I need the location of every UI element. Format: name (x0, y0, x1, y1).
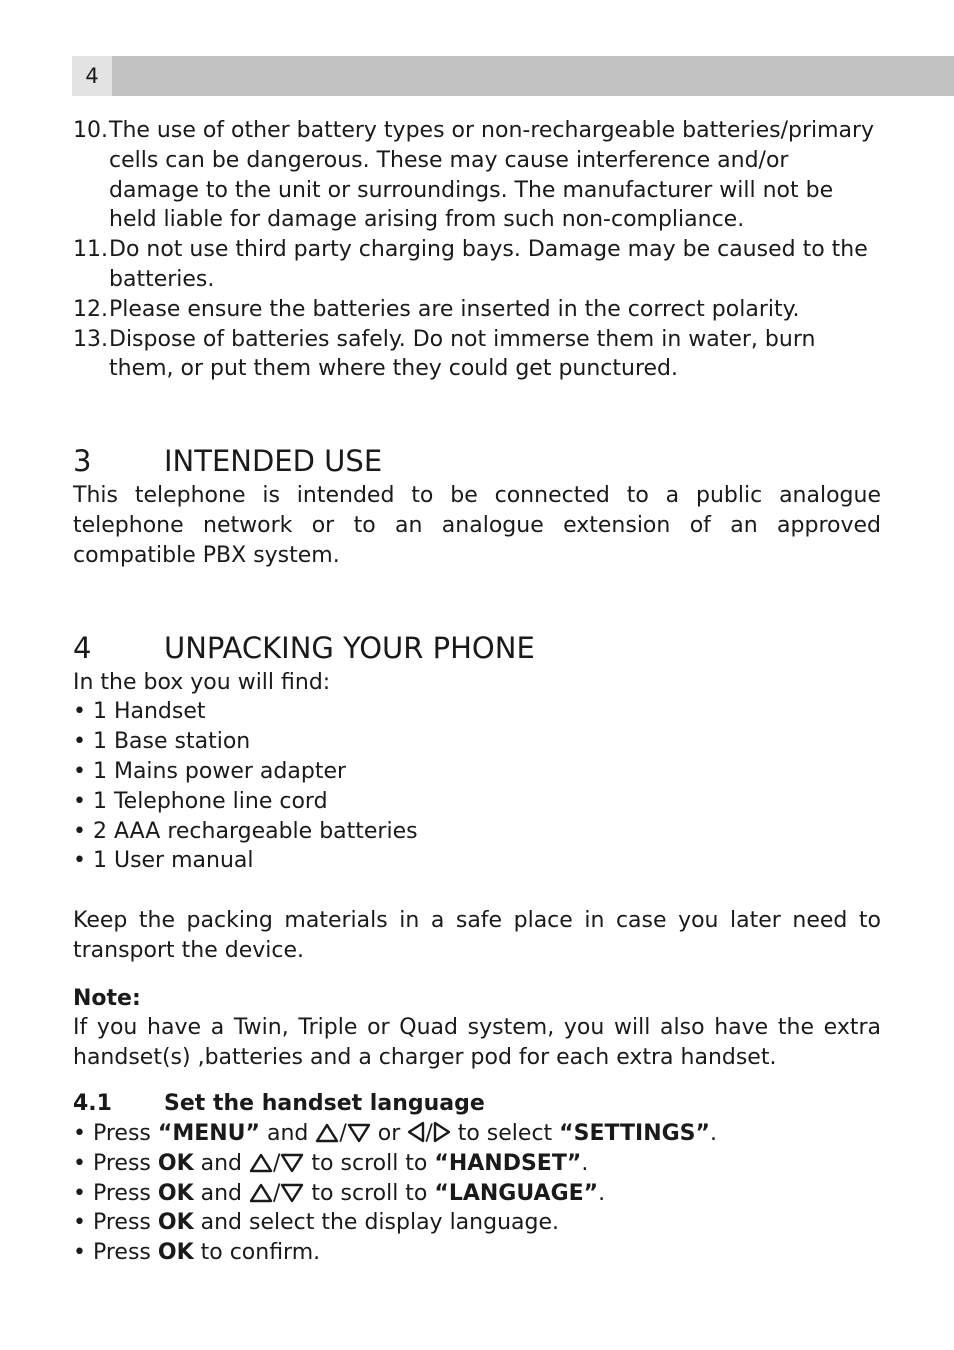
list-item: • 1 Telephone line cord (73, 788, 328, 814)
step-text: / (339, 1120, 347, 1146)
step-text: . (598, 1180, 606, 1206)
list-item (73, 325, 881, 385)
step-text: • Press (73, 1150, 158, 1176)
step-text: . (709, 1120, 717, 1146)
packing-paragraph: Keep the packing materials in a safe place in case you later need to transport the device. (73, 907, 881, 963)
down-triangle-icon (280, 1153, 304, 1173)
key-label: OK (157, 1210, 194, 1236)
step-line (73, 1119, 881, 1149)
list-item: • 1 Handset (73, 699, 206, 725)
box-contents-list (73, 697, 881, 876)
list-item (73, 116, 881, 235)
section-3-heading (73, 441, 881, 481)
item-number: 13. (73, 326, 108, 352)
key-label: OK (157, 1180, 194, 1206)
step-line (73, 1208, 881, 1238)
intended-use-paragraph: This telephone is intended to be connected to a public analogue telephone network or to an analogue extension of an approved compatible PBX system. (73, 483, 881, 568)
key-label: “SETTINGS” (559, 1120, 710, 1146)
key-label: “LANGUAGE” (434, 1180, 599, 1206)
item-number: 11. (73, 237, 108, 263)
language-steps (73, 1119, 881, 1268)
note-title: Note: (73, 985, 141, 1011)
left-triangle-icon (407, 1121, 425, 1143)
step-text: and select the display language. (193, 1210, 559, 1236)
subsection-number: 4.1 (73, 1090, 112, 1116)
step-text: to scroll to (304, 1180, 435, 1206)
note-paragraph: If you have a Twin, Triple or Quad system, you will also have the extra handset(s) ,batteries and a charger pod for each extra handset. (73, 1015, 881, 1071)
item-text: The use of other battery types or non-rechargeable batteries/primary cells can be dangerous. These may cause interference and/or damage to the unit or surroundings. The manufacturer will not be held liable for damage arising from such non-compliance. (109, 118, 875, 233)
list-item (73, 295, 881, 325)
step-line (73, 1179, 881, 1209)
list-item: • 1 Base station (73, 729, 251, 755)
step-text: . (581, 1150, 589, 1176)
down-triangle-icon (347, 1123, 371, 1143)
step-text: and (193, 1150, 250, 1176)
up-triangle-icon (249, 1153, 273, 1173)
step-text: and (193, 1180, 250, 1206)
up-triangle-icon (315, 1123, 339, 1143)
section-number: 4 (73, 630, 92, 665)
item-number: 10. (73, 118, 108, 143)
item-text: Dispose of batteries safely. Do not immerse them in water, burn them, or put them where they could get punctured. (109, 326, 816, 382)
step-text: or (370, 1120, 408, 1146)
step-text: / (273, 1150, 281, 1176)
item-text: Do not use third party charging bays. Damage may be caused to the batteries. (109, 237, 868, 292)
step-text: to scroll to (304, 1150, 435, 1176)
step-text: to confirm. (193, 1240, 321, 1266)
battery-safety-list (73, 116, 881, 384)
step-text: • Press (73, 1120, 158, 1146)
section-title: UNPACKING YOUR PHONE (164, 630, 535, 665)
right-triangle-icon (433, 1121, 451, 1143)
step-text: to select (450, 1120, 560, 1146)
step-text: / (425, 1120, 433, 1146)
subsection-title: Set the handset language (164, 1090, 485, 1116)
key-label: “MENU” (157, 1120, 260, 1146)
step-text: • Press (73, 1180, 158, 1206)
list-item: • 2 AAA rechargeable batteries (73, 818, 418, 844)
page-content (73, 116, 881, 1268)
page-number: 4 (72, 56, 112, 96)
item-number: 12. (73, 296, 108, 322)
section-number: 3 (73, 444, 92, 479)
list-item (73, 235, 881, 295)
section-4-1-heading (73, 1089, 881, 1119)
step-line (73, 1149, 881, 1179)
section-4-heading (73, 628, 881, 668)
step-text: / (273, 1180, 281, 1206)
key-label: “HANDSET” (434, 1150, 582, 1176)
list-item: • 1 Mains power adapter (73, 758, 347, 784)
box-contents-intro: In the box you will find: (73, 669, 331, 695)
step-text: • Press (73, 1240, 158, 1266)
section-title: INTENDED USE (164, 444, 383, 479)
step-text: and (260, 1120, 316, 1146)
down-triangle-icon (280, 1183, 304, 1203)
list-item: • 1 User manual (73, 848, 254, 874)
page-header-bar (72, 56, 954, 96)
step-text: • Press (73, 1210, 158, 1236)
step-line (73, 1238, 881, 1268)
key-label: OK (157, 1240, 194, 1266)
up-triangle-icon (249, 1183, 273, 1203)
key-label: OK (157, 1150, 194, 1176)
item-text: Please ensure the batteries are inserted in the correct polarity. (109, 296, 800, 322)
